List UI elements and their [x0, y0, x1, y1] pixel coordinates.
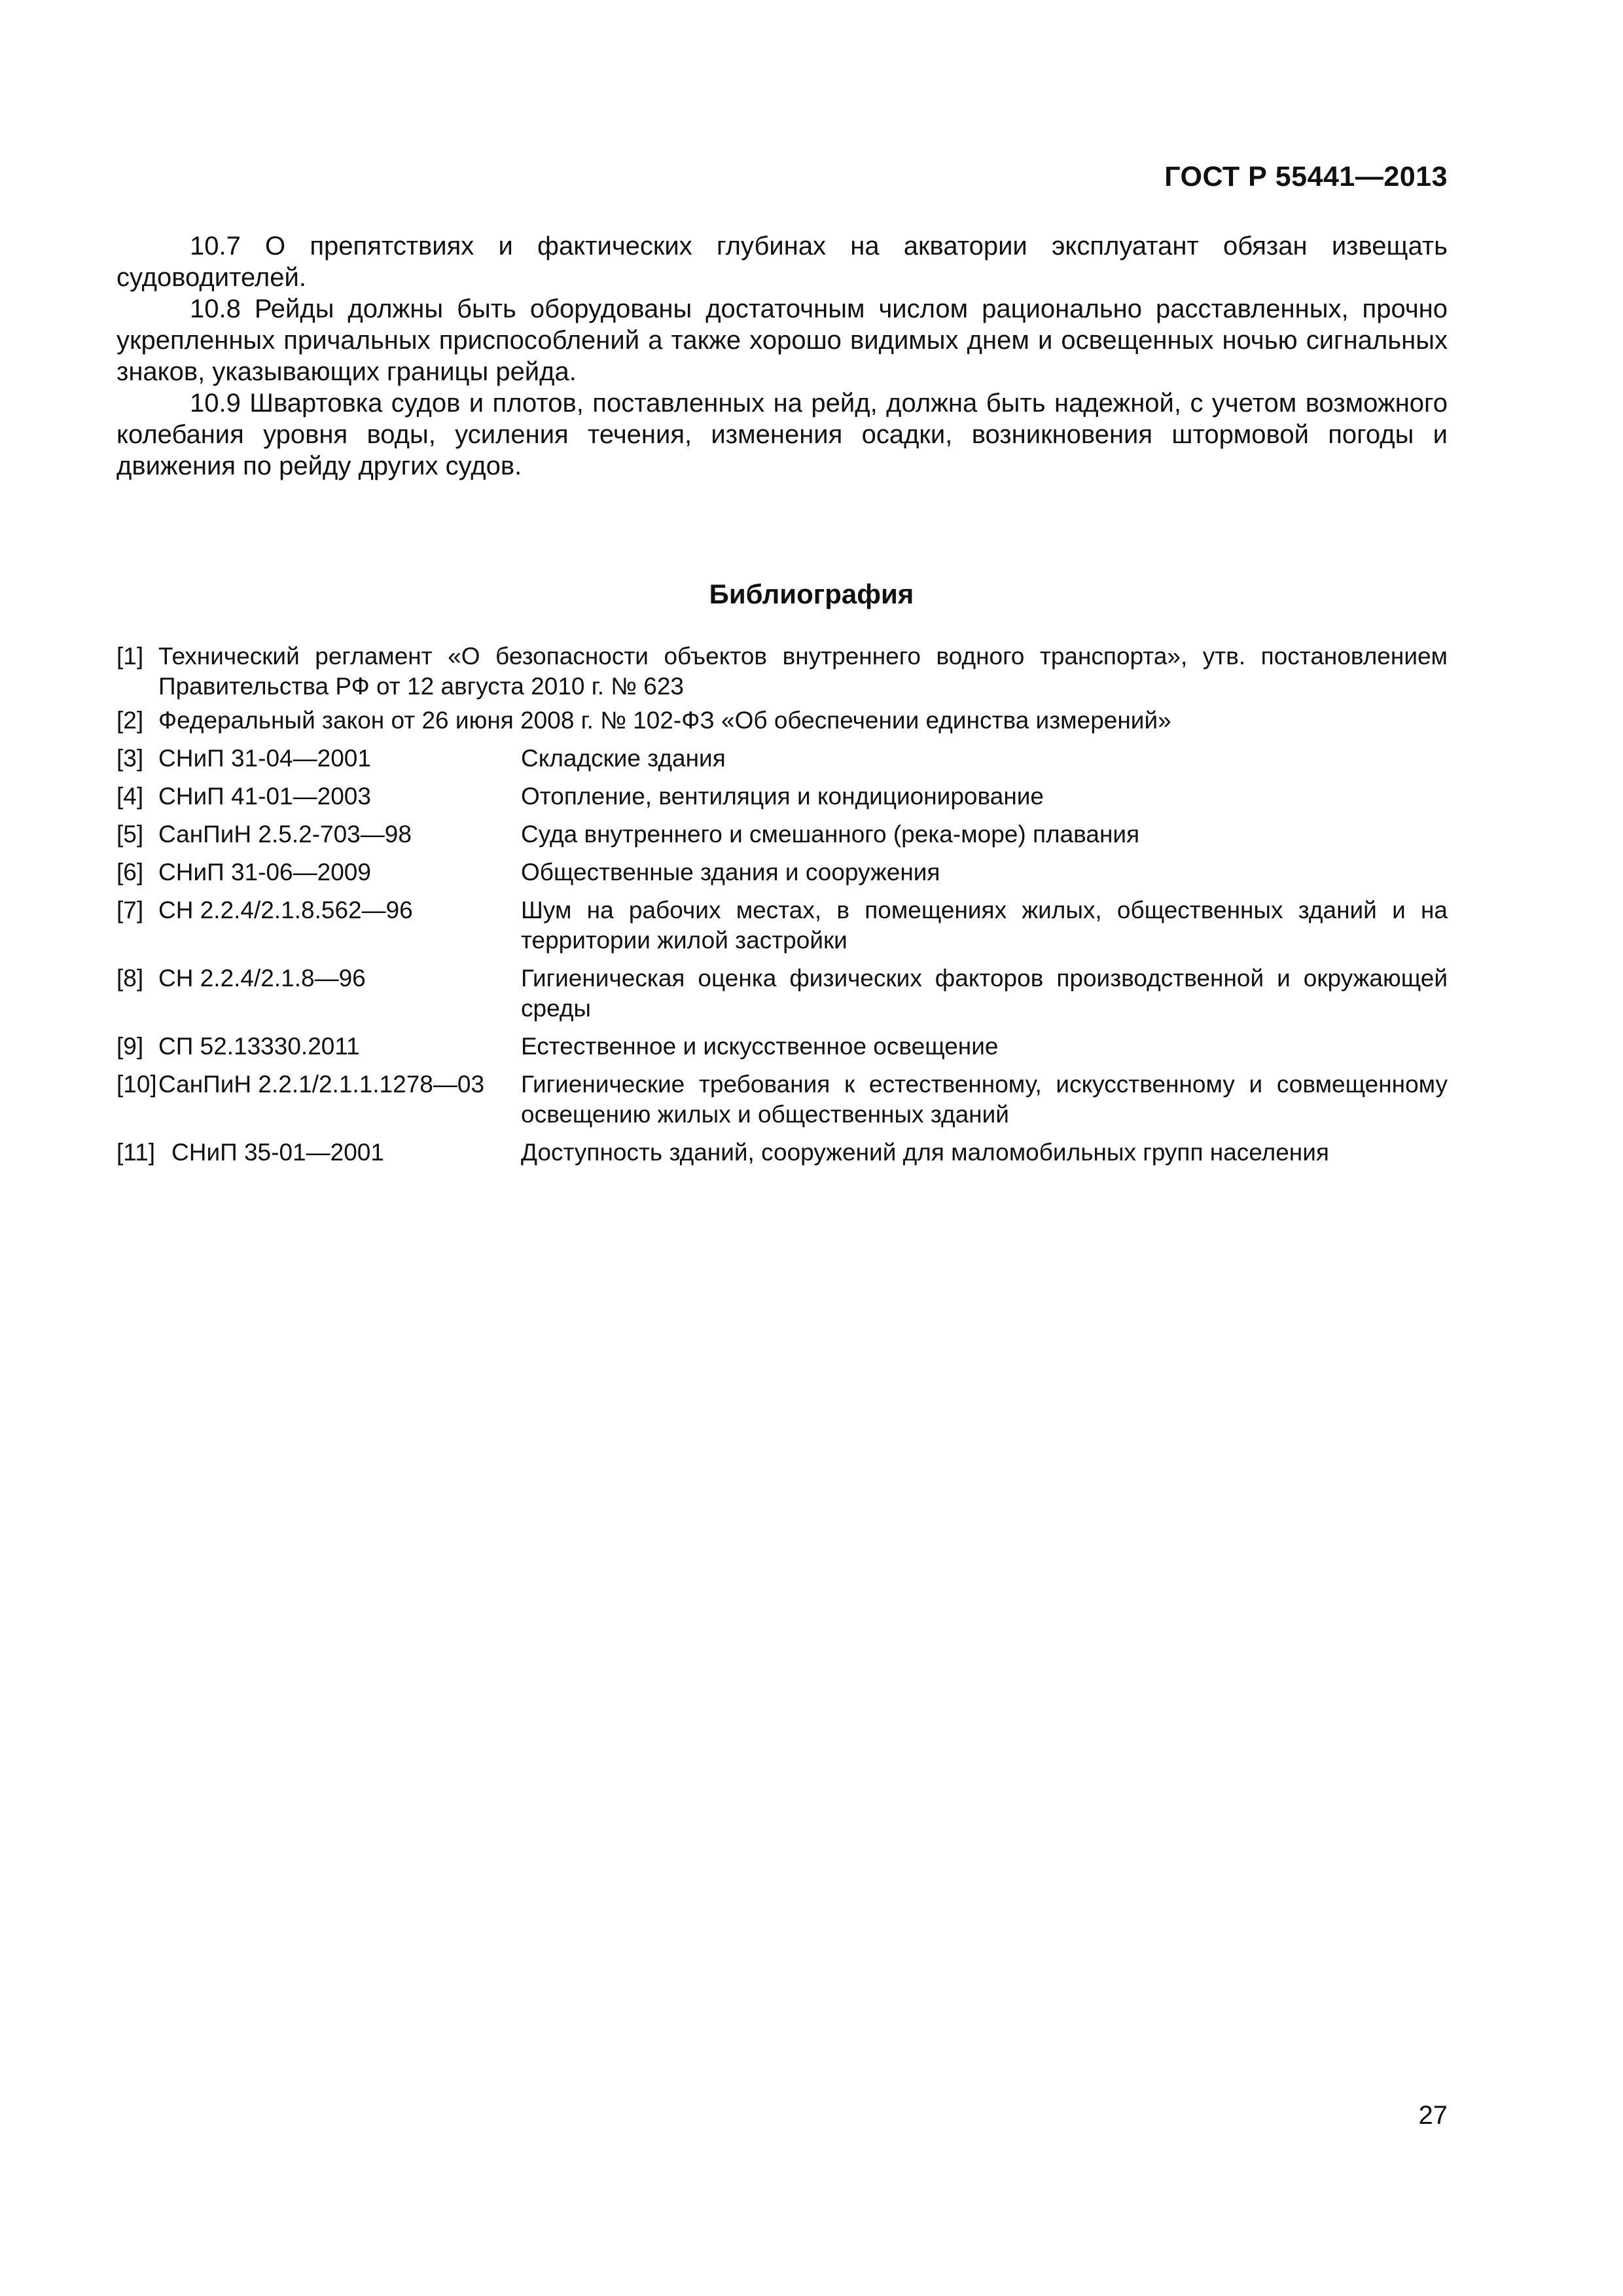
bibliography-list: [116, 641, 1448, 1183]
entry-title: Естественное и искусственное освещение: [521, 1033, 999, 1060]
entry-code: СП 52.13330.2011: [158, 1033, 360, 1060]
entry-code: СНиП 31-04—2001: [158, 745, 371, 772]
entry-number: [11]: [116, 1139, 155, 1166]
document-code-header: ГОСТ Р 55441—2013: [1164, 161, 1448, 192]
entry-code: СНиП 35-01—2001: [171, 1139, 384, 1166]
bibliography-entry: [116, 857, 1448, 888]
bibliography-entry: [116, 1138, 1448, 1168]
entry-number: [2]: [116, 707, 144, 734]
entry-code: СНиП 41-01—2003: [158, 783, 371, 810]
entry-number: [9]: [116, 1033, 144, 1060]
paragraph-10-7: 10.7 О препятствиях и фактических глубинах на акватории эксплуатант обязан извещать судоводителей.: [116, 232, 1448, 292]
bibliography-entry: [116, 1069, 1448, 1130]
paragraph-10-9: 10.9 Швартовка судов и плотов, поставленных на рейд, должна быть надежной, с учетом возможного колебания уровня воды, усиления течения, изменения осадки, возникновения штормовой погоды и движения по рейду других судов.: [116, 389, 1448, 480]
entry-code: СН 2.2.4/2.1.8.562—96: [158, 897, 413, 924]
bibliography-entry: [116, 1031, 1448, 1062]
entry-title: Гигиенические требования к естественному, искусственному и совмещенному освещению жилых и общественных зданий: [521, 1071, 1448, 1128]
entry-title: Складские здания: [521, 745, 726, 772]
entry-text: Технический регламент «О безопасности объектов внутреннего водного транспорта», утв. постановлением Правительства РФ от 12 августа 2010 г. № 623: [158, 643, 1448, 700]
bibliography-entry: [116, 819, 1448, 850]
entry-number: [5]: [116, 821, 144, 848]
entry-number: [1]: [116, 643, 144, 670]
bibliography-title: Библиография: [709, 579, 914, 609]
page-number: 27: [1418, 2101, 1448, 2130]
entry-number: [10]: [116, 1071, 157, 1098]
entry-text: Федеральный закон от 26 июня 2008 г. № 102-ФЗ «Об обеспечении единства измерений»: [158, 707, 1171, 734]
main-text: [116, 230, 1448, 482]
entry-code: СН 2.2.4/2.1.8—96: [158, 965, 366, 992]
entry-code: СНиП 31-06—2009: [158, 859, 371, 886]
entry-number: [4]: [116, 783, 144, 810]
entry-number: [8]: [116, 965, 144, 992]
entry-title: Шум на рабочих местах, в помещениях жилых, общественных зданий и на территории жилой застройки: [521, 897, 1448, 954]
entry-number: [3]: [116, 745, 144, 772]
entry-title: Общественные здания и сооружения: [521, 859, 940, 886]
entry-title: Отопление, вентиляция и кондиционирование: [521, 783, 1044, 810]
bibliography-entry: [116, 641, 1448, 702]
entry-number: [6]: [116, 859, 144, 886]
bibliography-entry: [116, 744, 1448, 774]
entry-title: Суда внутреннего и смешанного (река-море) плавания: [521, 821, 1140, 848]
paragraph-10-8: 10.8 Рейды должны быть оборудованы достаточным числом рационально расставленных, прочно укрепленных причальных приспособлений а также хорошо видимых днем и освещенных ночью сигнальных знаков, указывающих границы рейда.: [116, 295, 1448, 386]
bibliography-entry: [116, 963, 1448, 1024]
entry-number: [7]: [116, 897, 144, 924]
entry-code: СанПиН 2.5.2-703—98: [158, 821, 412, 848]
bibliography-entry: [116, 781, 1448, 812]
bibliography-entry: [116, 706, 1448, 736]
entry-code: СанПиН 2.2.1/2.1.1.1278—03: [158, 1071, 485, 1098]
entry-title: Гигиеническая оценка физических факторов производственной и окружающей среды: [521, 965, 1448, 1022]
bibliography-entry: [116, 895, 1448, 956]
entry-title: Доступность зданий, сооружений для маломобильных групп населения: [521, 1139, 1329, 1166]
